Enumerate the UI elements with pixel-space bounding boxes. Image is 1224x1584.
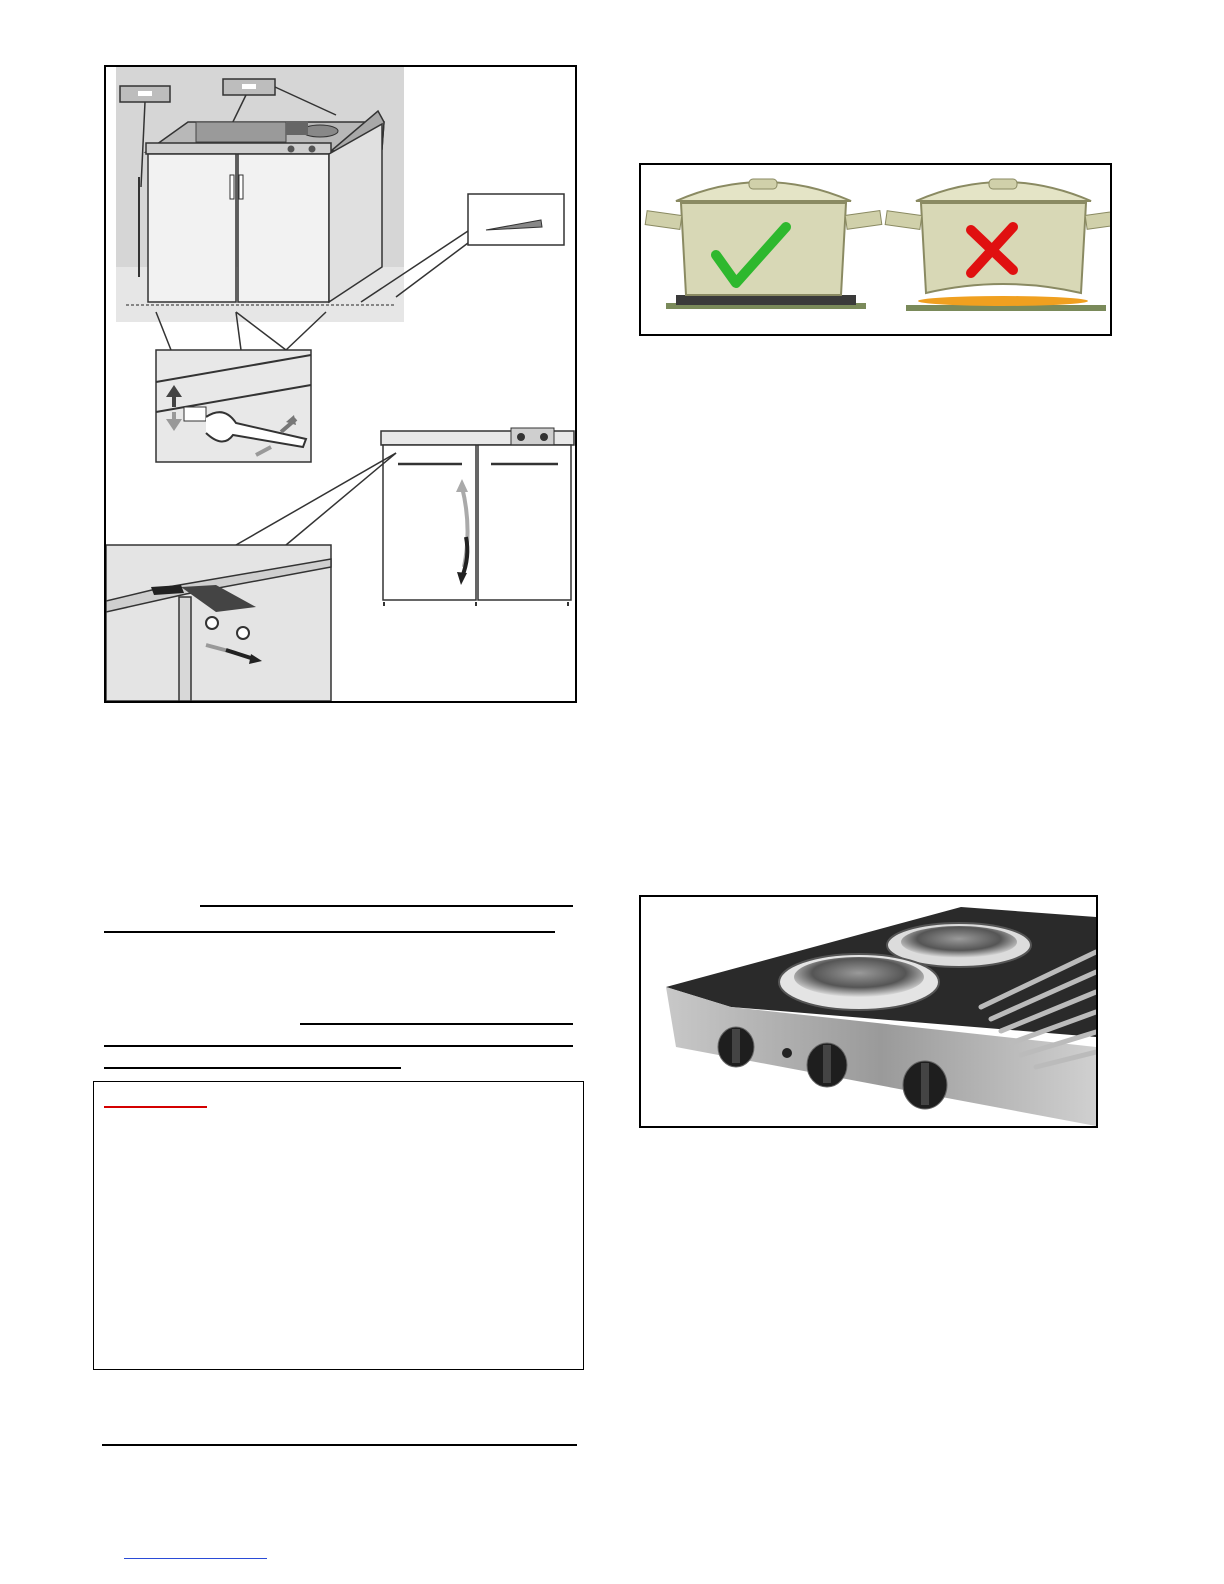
underline-4 (104, 1045, 573, 1047)
footer-link-underline[interactable] (124, 1558, 267, 1559)
underline-1 (200, 905, 573, 907)
pot-comparison-figure (639, 163, 1112, 336)
underline-3 (300, 1023, 573, 1025)
correct-pot-icon (645, 179, 882, 309)
wrong-pot-icon (885, 179, 1110, 311)
underline-5 (104, 1067, 401, 1069)
cooktop-photo (639, 895, 1098, 1128)
underline-6 (102, 1444, 577, 1446)
electric-hotplates-icon (641, 897, 1096, 1126)
pot-comparison-icon (641, 165, 1110, 334)
warning-heading-underline (104, 1106, 207, 1108)
installation-diagram (104, 65, 577, 703)
kitchenette-installation-icon (106, 67, 575, 701)
underline-2 (104, 931, 555, 933)
warning-box (93, 1081, 584, 1370)
